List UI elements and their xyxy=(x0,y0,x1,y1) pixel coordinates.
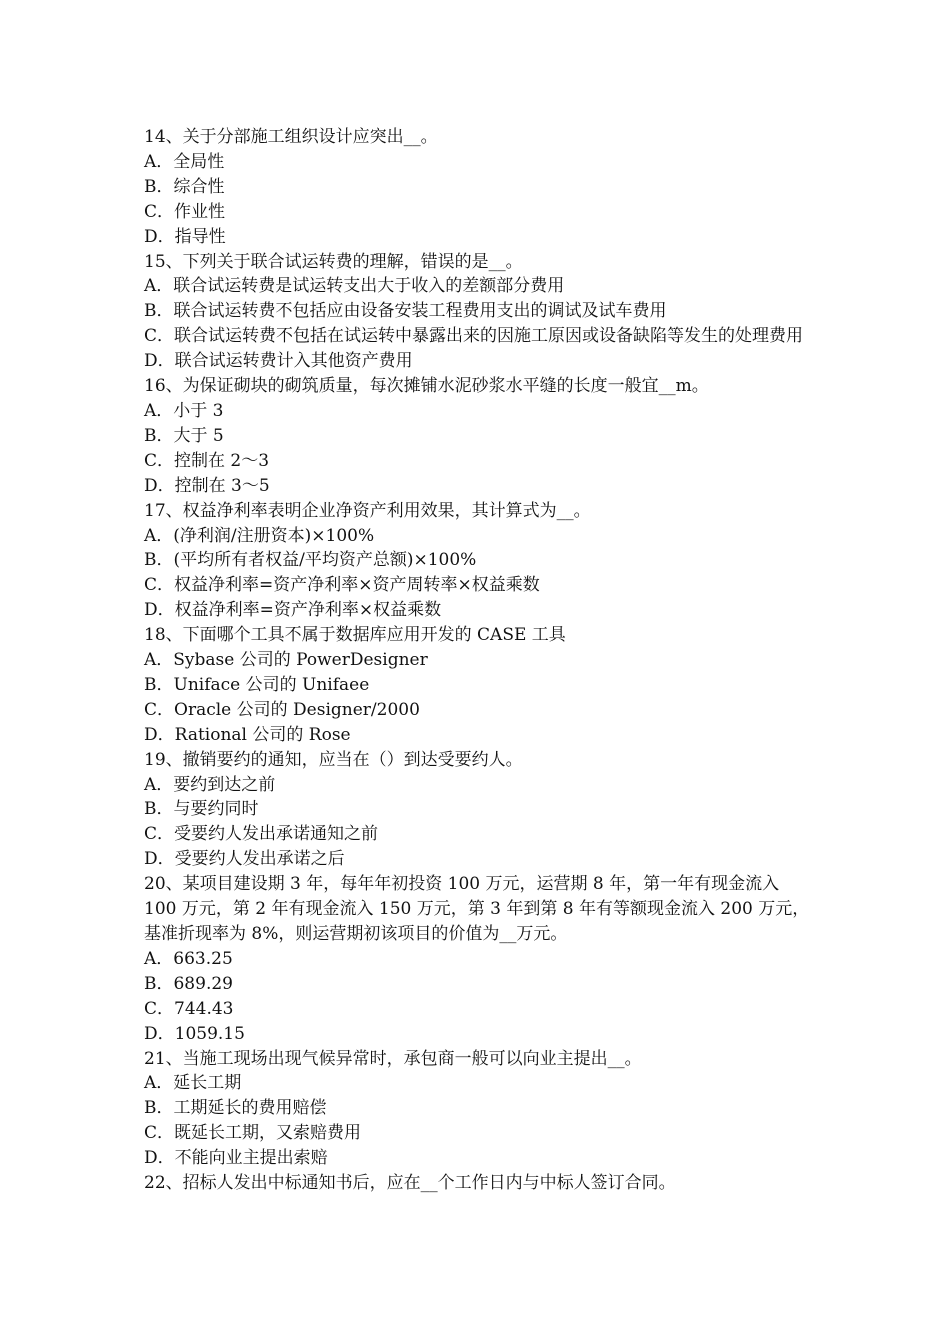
option-19-c: C．受要约人发出承诺通知之前 xyxy=(144,824,379,845)
option-20-b: B．689.29 xyxy=(144,973,233,994)
question-stem-18: 18、下面哪个工具不属于数据库应用开发的 CASE 工具 xyxy=(144,625,566,646)
question-stem-20: 20、某项目建设期 3 年，每年年初投资 100 万元，运营期 8 年，第一年有现金流入 100 万元，第 2 年有现金流入 150 万元，第 3 年到第 8 年有等额现金流入 200 万元，基准折现率为 8%，则运营期初该项目的价值为__万元。 xyxy=(144,874,810,944)
option-20-a: A．663.25 xyxy=(144,948,233,969)
option-15-d: D．联合试运转费计入其他资产费用 xyxy=(144,351,413,372)
question-stem-21: 21、当施工现场出现气候异常时，承包商一般可以向业主提出__。 xyxy=(144,1048,642,1069)
option-20-d: D．1059.15 xyxy=(144,1023,245,1044)
question-list xyxy=(144,125,812,1196)
option-18-c: C．Oracle 公司的 Designer/2000 xyxy=(144,699,420,720)
option-16-d: D．控制在 3～5 xyxy=(144,475,270,496)
question-stem-15: 15、下列关于联合试运转费的理解，错误的是__。 xyxy=(144,251,523,272)
option-18-b: B．Uniface 公司的 Unifaee xyxy=(144,674,370,695)
option-18-a: A．Sybase 公司的 PowerDesigner xyxy=(144,650,428,671)
option-14-a: A．全局性 xyxy=(144,151,225,172)
question-stem-14: 14、关于分部施工组织设计应突出__。 xyxy=(144,127,438,147)
option-15-a: A．联合试运转费是试运转支出大于收入的差额部分费用 xyxy=(144,276,565,297)
option-21-b: B．工期延长的费用赔偿 xyxy=(144,1098,327,1119)
option-17-a: A．(净利润/注册资本)×100% xyxy=(144,525,375,546)
question-stem-19: 19、撤销要约的通知，应当在（）到达受要约人。 xyxy=(144,749,523,770)
option-20-c: C．744.43 xyxy=(144,998,234,1019)
option-16-c: C．控制在 2～3 xyxy=(144,450,270,471)
question-stem-16: 16、为保证砌块的砌筑质量，每次摊铺水泥砂浆水平缝的长度一般宜__m。 xyxy=(144,376,709,397)
option-21-d: D．不能向业主提出索赔 xyxy=(144,1148,328,1169)
option-14-d: D．指导性 xyxy=(144,226,226,247)
option-19-a: A．要约到达之前 xyxy=(144,774,276,795)
option-19-b: B．与要约同时 xyxy=(144,799,259,820)
question-stem-22: 22、招标人发出中标通知书后，应在__个工作日内与中标人签订合同。 xyxy=(144,1173,676,1194)
option-19-d: D．受要约人发出承诺之后 xyxy=(144,849,345,870)
option-14-b: B．综合性 xyxy=(144,176,225,197)
option-14-c: C．作业性 xyxy=(144,201,226,222)
option-15-b: B．联合试运转费不包括应由设备安装工程费用支出的调试及试车费用 xyxy=(144,301,667,322)
option-16-b: B．大于 5 xyxy=(144,425,224,446)
option-21-a: A．延长工期 xyxy=(144,1073,242,1094)
option-17-d: D．权益净利率=资产净利率×权益乘数 xyxy=(144,600,442,621)
option-15-c: C．联合试运转费不包括在试运转中暴露出来的因施工原因或设备缺陷等发生的处理费用 xyxy=(144,326,804,347)
option-18-d: D．Rational 公司的 Rose xyxy=(144,724,351,745)
option-17-c: C．权益净利率=资产净利率×资产周转率×权益乘数 xyxy=(144,575,540,596)
option-16-a: A．小于 3 xyxy=(144,400,224,421)
option-21-c: C．既延长工期，又索赔费用 xyxy=(144,1123,362,1144)
option-17-b: B．(平均所有者权益/平均资产总额)×100% xyxy=(144,550,477,571)
question-stem-17: 17、权益净利率表明企业净资产利用效果，其计算式为__。 xyxy=(144,500,591,521)
